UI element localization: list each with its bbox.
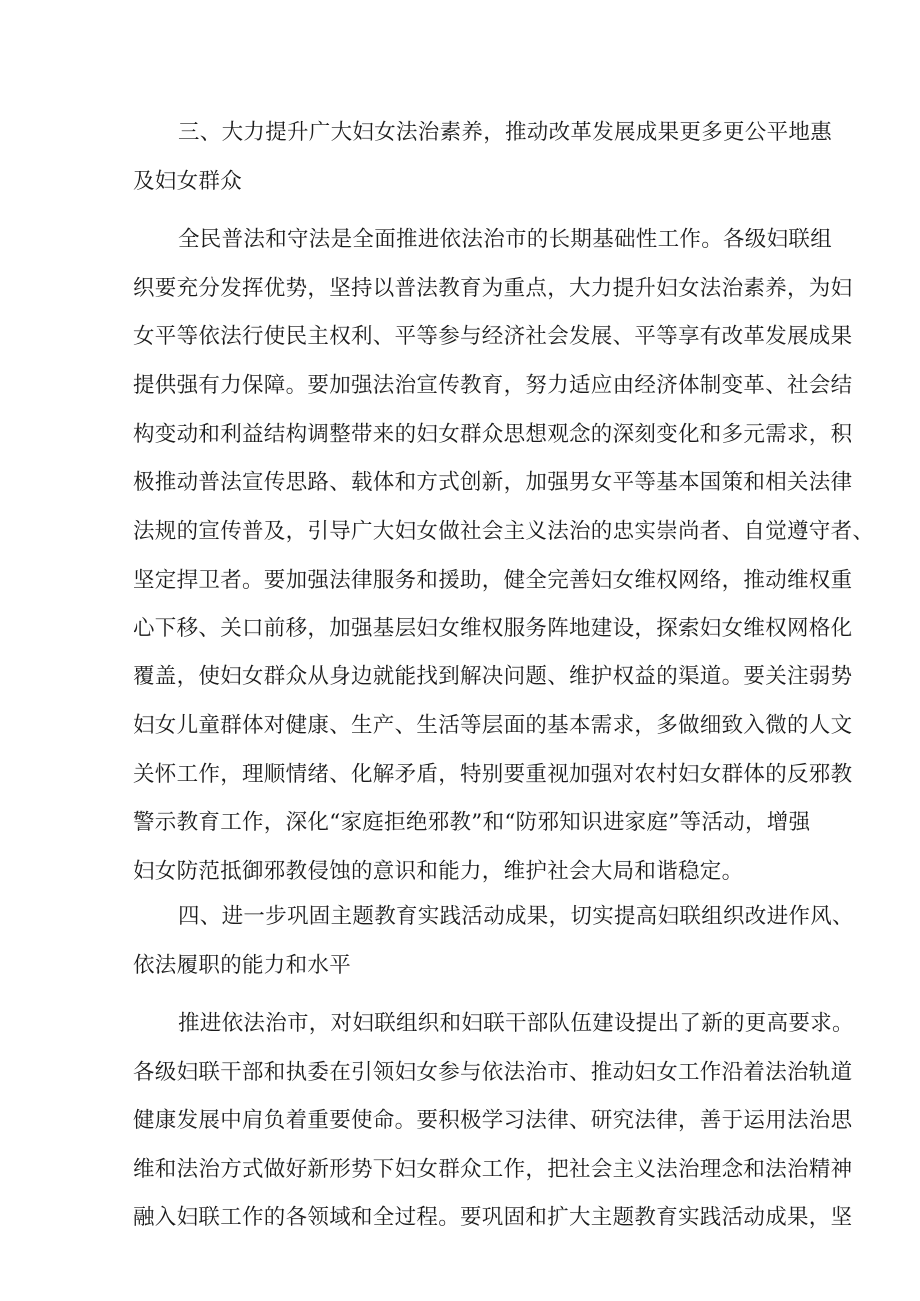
paragraph-1-line-11: 妇女儿童群体对健康、生产、生活等层面的基本需求，多做细致入微的人文 [133, 713, 853, 738]
heading-four-line-2: 依法履职的能力和水平 [133, 953, 352, 978]
paragraph-2-line-3: 健康发展中肩负着重要使命。要积极学习法律、研究法律，善于运用法治思 [133, 1108, 853, 1133]
heading-three-line-1: 三、大力提升广大妇女法治素养，推动改革发展成果更多更公平地惠 [178, 120, 833, 145]
heading-three-line-2: 及妇女群众 [133, 169, 243, 194]
paragraph-1-line-9: 心下移、关口前移，加强基层妇女维权服务阵地建设，探索妇女维权网格化 [133, 616, 853, 641]
paragraph-2-line-4: 维和法治方式做好新形势下妇女群众工作，把社会主义法治理念和法治精神 [133, 1157, 853, 1182]
paragraph-1-line-8: 坚定捍卫者。要加强法律服务和援助，健全完善妇女维权网络，推动维权重 [133, 568, 853, 593]
paragraph-1-line-13: 警示教育工作，深化“家庭拒绝邪教”和“防邪知识进家庭”等活动，增强 [133, 810, 811, 835]
paragraph-1-line-10: 覆盖，使妇女群众从身边就能找到解决问题、维护权益的渠道。要关注弱势 [133, 664, 853, 689]
paragraph-2-line-1: 推进依法治市，对妇联组织和妇联干部队伍建设提出了新的更高要求。 [178, 1011, 854, 1036]
paragraph-1-line-6: 极推动普法宣传思路、载体和方式创新，加强男女平等基本国策和相关法律 [133, 470, 853, 495]
paragraph-1-line-7: 法规的宣传普及，引导广大妇女做社会主义法治的忠实崇尚者、自觉遵守者、 [133, 519, 875, 544]
paragraph-1-line-3: 女平等依法行使民主权利、平等参与经济社会发展、平等享有改革发展成果 [133, 324, 853, 349]
paragraph-2-line-5: 融入妇联工作的各领域和全过程。要巩固和扩大主题教育实践活动成果，坚 [133, 1205, 853, 1230]
paragraph-1-line-14: 妇女防范抵御邪教侵蚀的意识和能力，维护社会大局和谐稳定。 [133, 859, 744, 884]
paragraph-1-line-5: 构变动和利益结构调整带来的妇女群众思想观念的深刻变化和多元需求，积 [133, 422, 853, 447]
paragraph-1-line-2: 织要充分发挥优势，坚持以普法教育为重点，大力提升妇女法治素养，为妇 [133, 276, 853, 301]
paragraph-2-line-2: 各级妇联干部和执委在引领妇女参与依法治市、推动妇女工作沿着法治轨道 [133, 1060, 853, 1085]
paragraph-1-line-1: 全民普法和守法是全面推进依法治市的长期基础性工作。各级妇联组 [178, 227, 833, 252]
paragraph-1-line-4: 提供强有力保障。要加强法治宣传教育，努力适应由经济体制变革、社会结 [133, 373, 853, 398]
paragraph-2-line-6 [133, 1247, 920, 1287]
heading-four-line-1: 四、进一步巩固主题教育实践活动成果，切实提高妇联组织改进作风、 [178, 904, 854, 929]
paragraph-1-line-12: 关怀工作，理顺情绪、化解矛盾，特别要重视加强对农村妇女群体的反邪教 [133, 762, 853, 787]
